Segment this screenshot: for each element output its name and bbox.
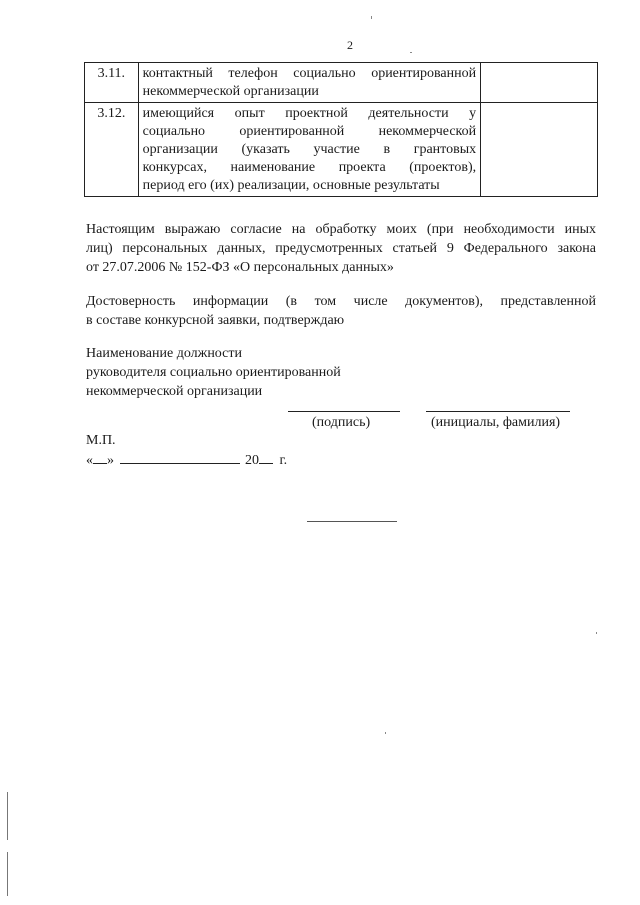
row-number: 3.11. <box>85 63 139 103</box>
confirmation-line: в составе конкурсной заявки, подтверждаю <box>86 313 345 328</box>
row-description-line: организации (указать участие в грантовых <box>142 142 477 157</box>
position-title <box>86 344 341 401</box>
row-description-line: период его (их) реализации, основные результаты <box>142 178 440 193</box>
row-description-line: контактный телефон социально ориентированной <box>142 66 477 81</box>
scan-speck <box>410 52 412 53</box>
margin-mark <box>7 792 8 840</box>
year-blank[interactable] <box>259 451 273 464</box>
row-number: 3.12. <box>85 103 139 197</box>
position-line: некоммерческой организации <box>86 384 263 399</box>
margin-mark <box>7 852 8 896</box>
month-blank[interactable] <box>120 451 240 464</box>
date-field <box>86 451 287 470</box>
application-table <box>84 62 598 197</box>
row-description-line: имеющийся опыт проектной деятельности у <box>142 106 477 121</box>
scan-speck <box>596 632 597 634</box>
row-value-cell[interactable] <box>481 63 598 103</box>
row-description <box>138 103 480 197</box>
table-row <box>85 63 598 103</box>
row-description <box>138 63 480 103</box>
date-open-quote: « <box>86 453 93 468</box>
name-caption: (инициалы, фамилия) <box>431 415 561 430</box>
table-row <box>85 103 598 197</box>
consent-line: от 27.07.2006 № 152-ФЗ «О персональных данных» <box>86 260 394 275</box>
date-year-suffix: г. <box>279 453 288 468</box>
page-number: 2 <box>347 38 353 52</box>
consent-paragraph <box>86 220 596 277</box>
scan-speck <box>371 16 372 19</box>
date-century: 20 <box>245 453 259 468</box>
row-description-line: конкурсах, наименование проекта (проектов), <box>142 160 477 175</box>
row-description-line: некоммерческой организации <box>142 84 319 99</box>
day-blank[interactable] <box>93 451 107 464</box>
position-line: руководителя социально ориентированной <box>86 365 341 380</box>
confirmation-paragraph <box>86 292 596 330</box>
row-value-cell[interactable] <box>481 103 598 197</box>
scan-speck <box>385 732 386 734</box>
end-rule <box>307 521 397 522</box>
consent-line: лиц) персональных данных, предусмотренных статьей 9 Федерального закона <box>86 241 596 256</box>
confirmation-line: Достоверность информации (в том числе документов), представленной <box>86 294 596 309</box>
name-line[interactable] <box>426 411 570 412</box>
consent-line: Настоящим выражаю согласие на обработку моих (при необходимости иных <box>86 222 596 237</box>
position-line: Наименование должности <box>86 346 242 361</box>
date-close-quote: » <box>107 453 114 468</box>
signature-caption: (подпись) <box>312 415 371 430</box>
stamp-label: М.П. <box>86 433 116 448</box>
signature-line[interactable] <box>288 411 400 412</box>
row-description-line: социально ориентированной некоммерческой <box>142 124 477 139</box>
